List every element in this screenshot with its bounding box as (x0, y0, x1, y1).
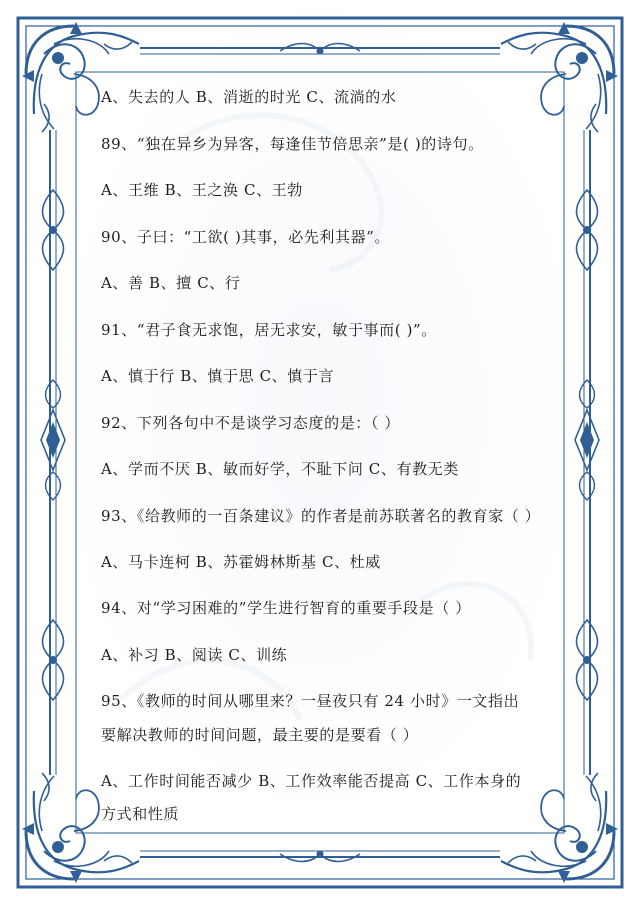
text-line: A、失去的人 B、消逝的时光 C、流淌的水 (101, 88, 397, 106)
question-92: 92、下列各句中不是谈学习态度的是：（ ） (101, 414, 400, 432)
options-89: A、王维 B、王之涣 C、王勃 (101, 181, 303, 199)
options-94: A、补习 B、阅读 C、训练 (101, 646, 288, 664)
question-89: 89、“独在异乡为异客，每逢佳节倍思亲”是( )的诗句。 (101, 135, 484, 153)
question-94: 94、对“学习困难的”学生进行智育的重要手段是（ ） (101, 599, 471, 617)
options-91: A、慎于行 B、慎于思 C、慎于言 (101, 367, 335, 385)
question-93: 93、《给教师的一百条建议》的作者是前苏联著名的教育家（ ） (101, 507, 541, 525)
question-90: 90、子曰：“工欲( )其事，必先利其器”。 (101, 228, 391, 246)
question-91: 91、“君子食无求饱，居无求安，敏于事而( )”。 (101, 321, 437, 339)
options-95-line1: A、工作时间能否减少 B、工作效率能否提高 C、工作本身的 (101, 772, 522, 790)
options-92: A、学而不厌 B、敏而好学，不耻下问 C、有教无类 (101, 460, 459, 478)
options-93: A、马卡连柯 B、苏霍姆林斯基 C、杜威 (101, 553, 381, 571)
options-95-line2: 方式和性质 (101, 805, 180, 823)
question-95-line1: 95、《教师的时间从哪里来？一昼夜只有 24 小时》一文指出 (101, 692, 520, 710)
question-95-line2: 要解决教师的时间问题，最主要的是要看（ ） (101, 726, 419, 744)
options-90: A、善 B、擅 C、行 (101, 274, 241, 292)
